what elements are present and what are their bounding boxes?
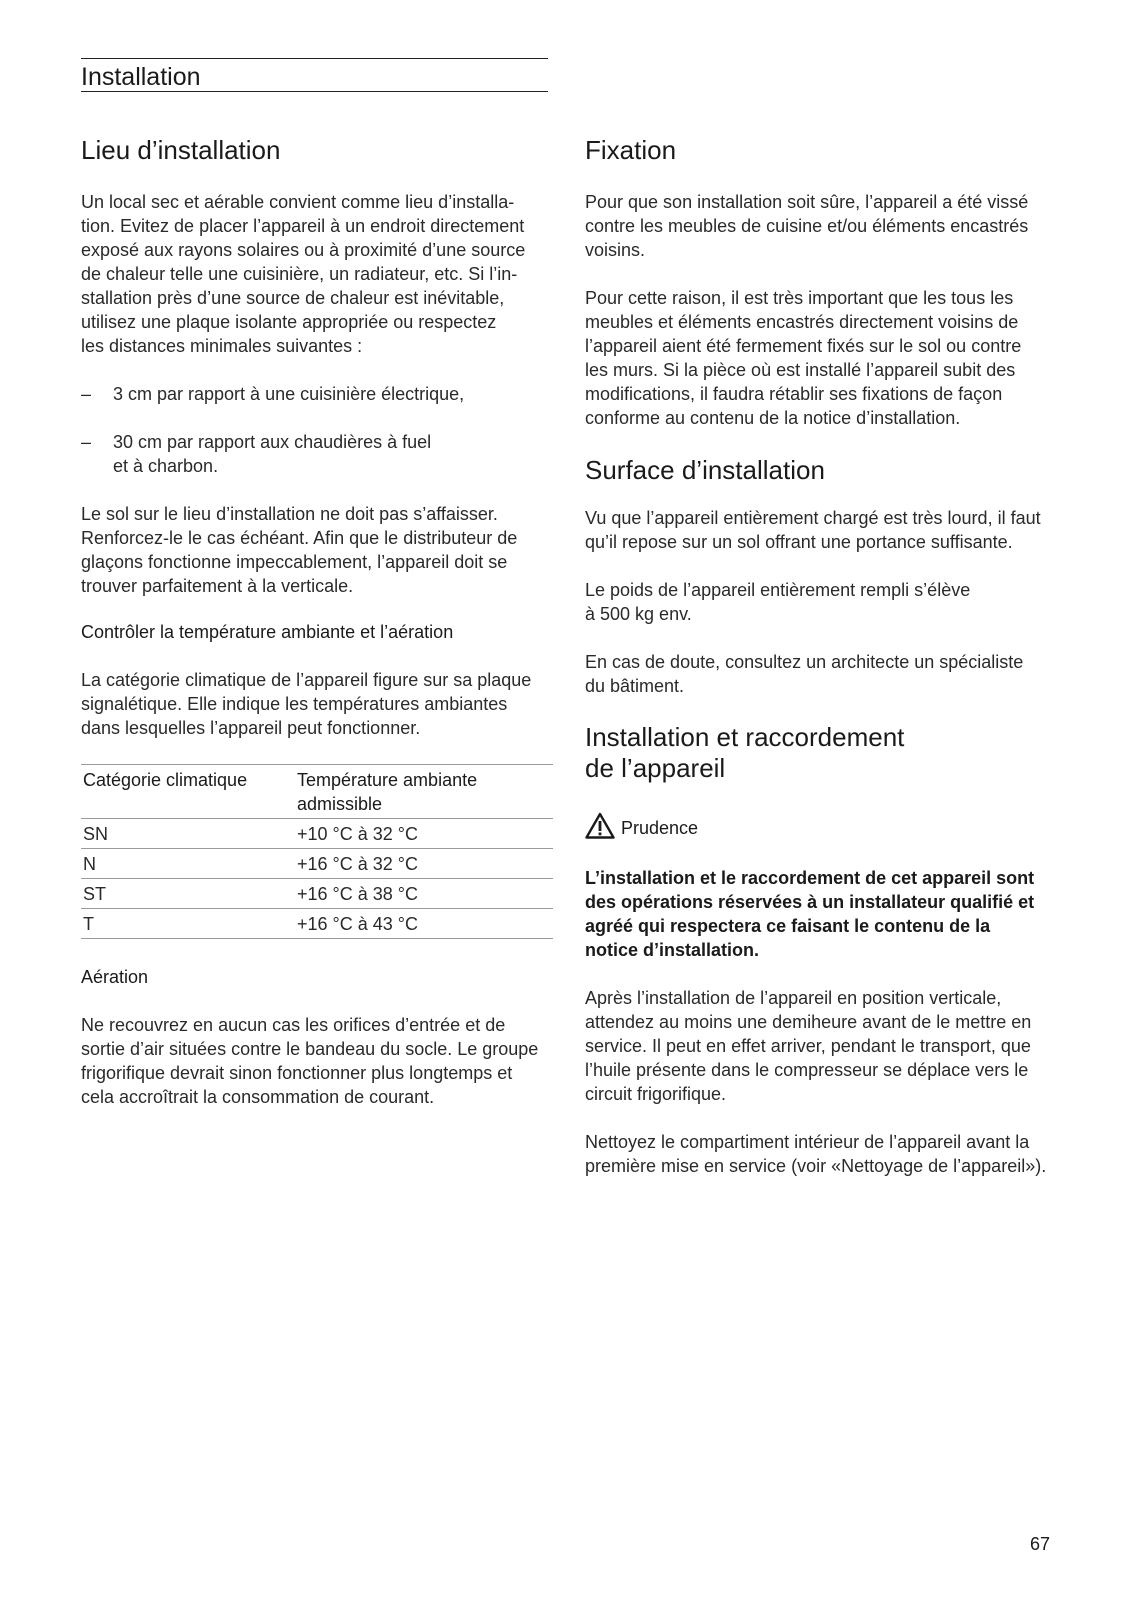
column-header-categorie: Catégorie climatique <box>83 770 248 790</box>
header-rule-top <box>81 58 548 59</box>
table-cell: ST <box>81 879 295 909</box>
table-cell: +16 °C à 43 °C <box>295 909 553 939</box>
section-heading-installation-raccordement: Installation et raccordement de l’appareil <box>585 722 905 783</box>
section-heading-fixation: Fixation <box>585 135 677 165</box>
warning-paragraph: L’installation et le raccordement de cet appareil sont des opérations réservées à un installateur qualifié et agréé qui respectera ce faisant le contenu de la notice d’installation. <box>585 868 1035 960</box>
paragraph-surface-1: Vu que l’appareil entièrement chargé est très lourd, il faut qu’il repose sur un sol offrant une portance suffisante. <box>585 508 1041 552</box>
page-title: Installation <box>81 63 201 91</box>
paragraph-fixation-1: Pour que son installation soit sûre, l’appareil a été vissé contre les meubles de cuisine et/ou éléments encastrés voisins. <box>585 192 1029 260</box>
paragraph-aeration: Ne recouvrez en aucun cas les orifices d’entrée et de sortie d’air situées contre le bandeau du socle. Le groupe frigorifique devrait sinon fonctionner plus longtemps et cela accroîtrait la consommation de courant. <box>81 1015 539 1107</box>
section-heading-lieu: Lieu d’installation <box>81 135 281 165</box>
table-row <box>81 819 553 849</box>
paragraph-surface-3: En cas de doute, consultez un architecte un spécialiste du bâtiment. <box>585 652 1024 696</box>
page-number: 67 <box>1030 1534 1051 1554</box>
paragraph-apres-installation: Après l’installation de l’appareil en position verticale, attendez au moins une demiheure avant de le mettre en service. Il peut en effet arriver, pendant le transport, que l’huile présente dans le compresseur se déplace vers le circuit frigorifique. <box>585 988 1032 1104</box>
subheading-aeration: Aération <box>81 967 149 987</box>
table-cell: SN <box>81 819 295 849</box>
prudence-label: Prudence <box>621 818 699 838</box>
table-cell: +16 °C à 38 °C <box>295 879 553 909</box>
table-cell: T <box>81 909 295 939</box>
table-header-row <box>81 765 553 819</box>
table-cell: +10 °C à 32 °C <box>295 819 553 849</box>
right-column <box>585 135 1055 1178</box>
list-item-chaudieres: – 30 cm par rapport aux chaudières à fuel et à charbon. <box>81 432 432 476</box>
paragraph-surface-2: Le poids de l’appareil entièrement rempli s’élève à 500 kg env. <box>585 580 971 624</box>
list-dash: – <box>81 384 92 404</box>
left-column <box>81 135 553 1109</box>
header-rule-bottom <box>81 91 548 92</box>
list-item-cuisiniere: – 3 cm par rapport à une cuisinière électrique, <box>81 384 465 404</box>
table-row <box>81 879 553 909</box>
table-cell: +16 °C à 32 °C <box>295 849 553 879</box>
paragraph-sol: Le sol sur le lieu d’installation ne doit pas s’affaisser. Renforcez-le le cas échéant. Afin que le distributeur de glaçons fonctionne impeccablement, l’appareil doit se trouver parfaitement à la verticale. <box>81 504 518 596</box>
warning-triangle-icon <box>585 812 621 844</box>
list-dash: – <box>81 432 92 452</box>
paragraph-fixation-2: Pour cette raison, il est très important que les tous les meubles et éléments encastrés directement voisins de l’appareil aient été fermement fixés sur le sol ou contre les murs. Si la pièce où est installé l’appareil subit des modifications, il faudra rétablir ses fixations de façon conforme au contenu de la notice d’installation. <box>585 288 1022 428</box>
table-cell: N <box>81 849 295 879</box>
column-header-temperature: Température ambiante admissible <box>297 770 478 814</box>
section-heading-surface: Surface d’installation <box>585 455 825 485</box>
paragraph-categorie: La catégorie climatique de l’appareil figure sur sa plaque signalétique. Elle indique les températures ambiantes dans lesquelles l’appareil peut fonctionner. <box>81 670 532 738</box>
table-row <box>81 849 553 879</box>
prudence-label-row <box>585 812 1055 844</box>
paragraph-lieu-intro: Un local sec et aérable convient comme lieu d’installa- tion. Evitez de placer l’appareil à un endroit directement exposé aux rayons solaires ou à proximité d’une source de chaleur telle une cuisinière, un radiateur, etc. Si l’in- stallation près d’une source de chaleur est inévitable, utilisez une plaque isolante appropriée ou respectez les distances minimales suivantes : <box>81 192 526 356</box>
table-row <box>81 909 553 939</box>
subheading-controle: Contrôler la température ambiante et l’aération <box>81 622 454 642</box>
climate-table <box>81 764 553 939</box>
paragraph-nettoyez: Nettoyez le compartiment intérieur de l’appareil avant la première mise en service (voir «Nettoyage de l’appareil»). <box>585 1132 1047 1176</box>
